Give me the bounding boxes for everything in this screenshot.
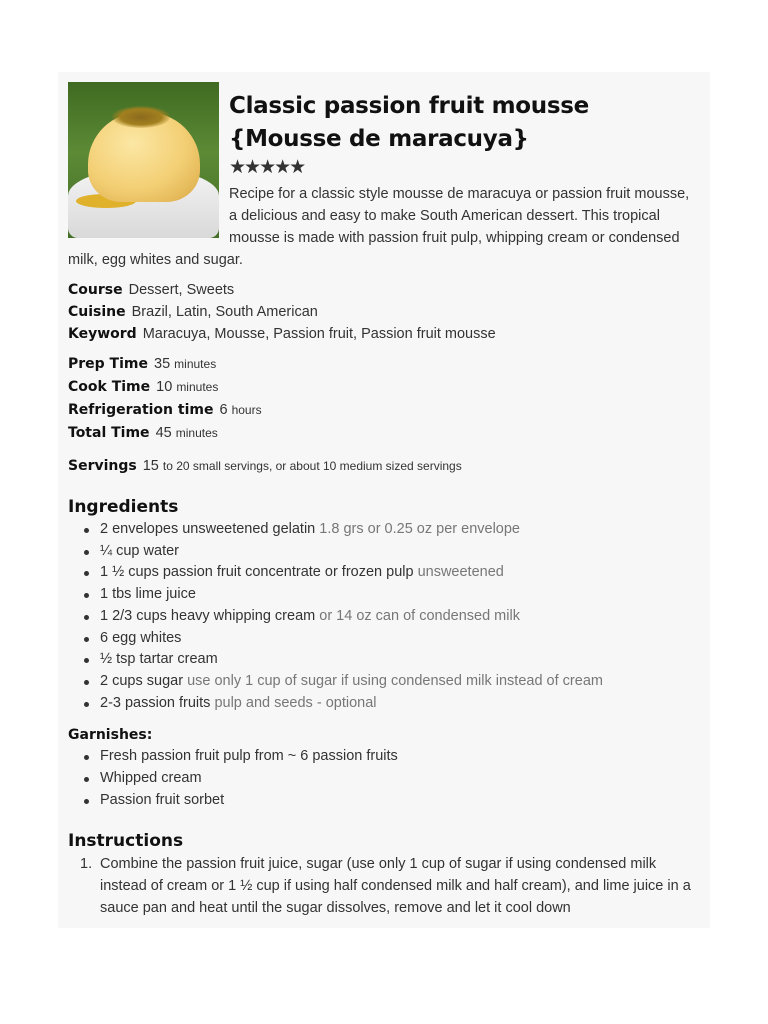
instruction-step: 1. Combine the passion fruit juice, sugar (use only 1 cup of sugar if using condensed milk instead of cream or 1 ½ cup if using half condensed milk and half cream), and lime juice in a sauce pan and heat until the sugar dissolves, remove and let it cool down: [80, 856, 691, 917]
instructions-heading: Instructions: [68, 831, 184, 852]
time-total: Total Time 45 minutes: [68, 425, 218, 441]
instructions-list: [68, 853, 700, 919]
list-item: Passion fruit sorbet: [80, 790, 700, 812]
ingredients-heading: Ingredients: [68, 497, 179, 517]
list-item: Fresh passion fruit pulp from ~ 6 passion fruits: [80, 746, 700, 768]
list-item: ½ tsp tartar cream: [80, 649, 700, 671]
recipe-servings: Servings 15 to 20 small servings, or about 10 medium sized servings: [68, 458, 462, 474]
garnishes-list: [68, 746, 700, 811]
rating-stars-icon[interactable]: ★★★★★: [229, 157, 305, 178]
recipe-summary: Recipe for a classic style mousse de maracuya or passion fruit mousse, a delicious and easy to make South American dessert. This tropical mousse is made with passion fruit pulp, whipping cream or condensed milk, egg whites and sugar.: [68, 186, 690, 268]
list-item: 1 tbs lime juice: [80, 584, 700, 606]
list-item: 2-3 passion fruits pulp and seeds - optional: [80, 693, 700, 715]
meta-cuisine: Cuisine Brazil, Latin, South American: [68, 304, 318, 320]
ingredients-list: [68, 519, 700, 714]
list-item: 1 ½ cups passion fruit concentrate or frozen pulp unsweetened: [80, 562, 700, 584]
list-item: ¼ cup water: [80, 541, 700, 563]
meta-keyword: Keyword Maracuya, Mousse, Passion fruit, Passion fruit mousse: [68, 326, 496, 342]
recipe-photo: [68, 82, 219, 238]
garnishes-heading: Garnishes:: [68, 727, 153, 744]
time-cook: Cook Time 10 minutes: [68, 379, 219, 395]
meta-course: Course Dessert, Sweets: [68, 282, 235, 298]
recipe-card: [58, 72, 710, 928]
list-item: Whipped cream: [80, 768, 700, 790]
recipe-title: Classic passion fruit mousse {Mousse de maracuya}: [229, 93, 589, 152]
list-item: 6 egg whites: [80, 628, 700, 650]
time-refrigeration: Refrigeration time 6 hours: [68, 402, 262, 418]
recipe-times: [68, 353, 700, 445]
time-prep: Prep Time 35 minutes: [68, 356, 217, 372]
seeds-shape: [112, 106, 170, 128]
recipe-meta: [68, 279, 700, 345]
list-item: 1 2/3 cups heavy whipping cream or 14 oz can of condensed milk: [80, 606, 700, 628]
list-item: 2 envelopes unsweetened gelatin 1.8 grs or 0.25 oz per envelope: [80, 519, 700, 541]
list-item: 2 cups sugar use only 1 cup of sugar if using condensed milk instead of cream: [80, 671, 700, 693]
